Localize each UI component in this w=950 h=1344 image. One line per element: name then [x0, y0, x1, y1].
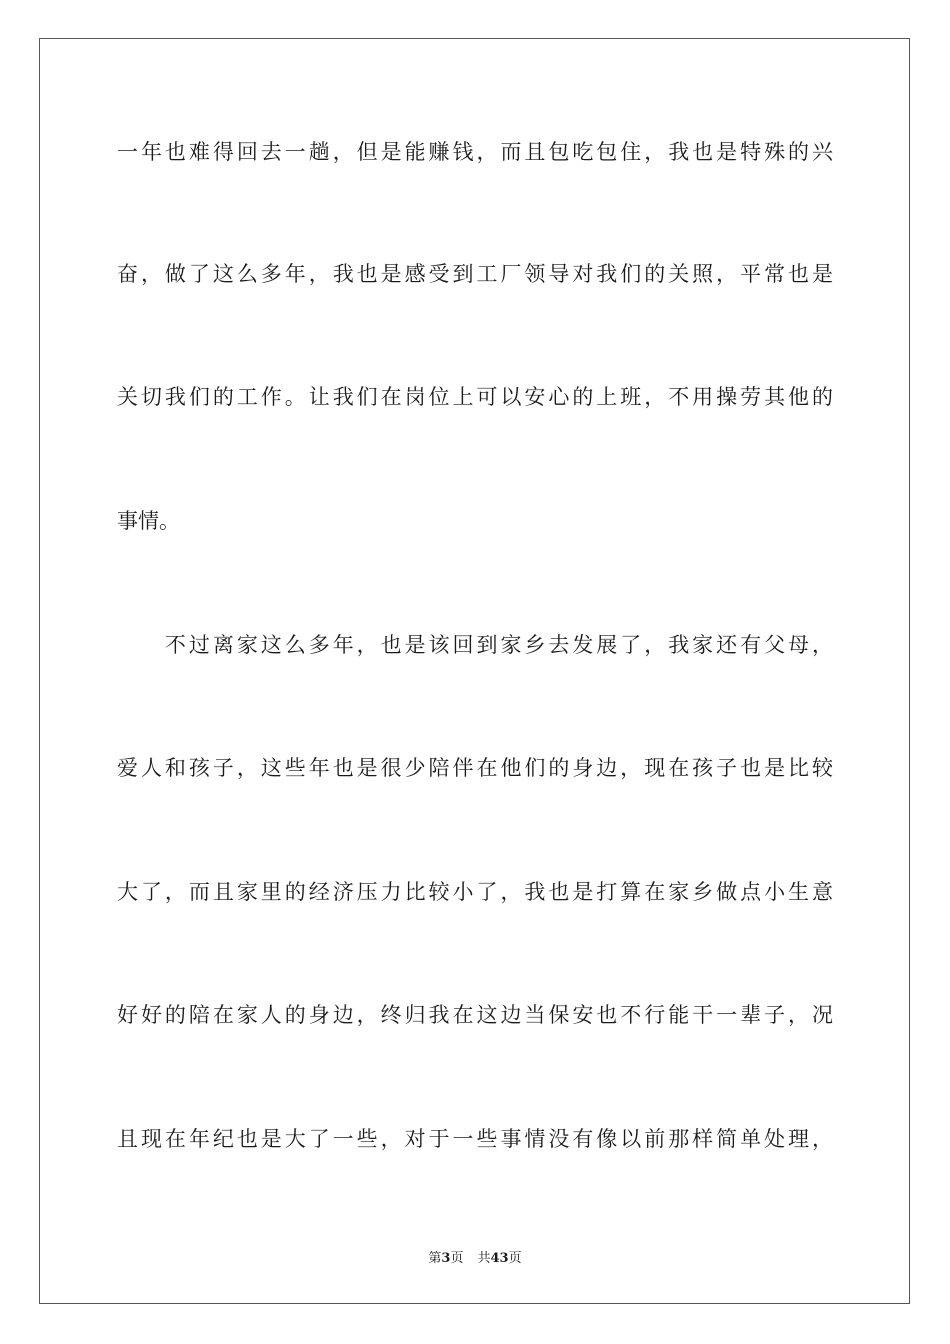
page-suffix: 页	[450, 1251, 464, 1266]
body-text-line-9: 且现在年纪也是大了一些，对于一些事情没有像以前那样简单处理，	[117, 1127, 833, 1151]
body-text-line-1: 一年也难得回去一趟，但是能赚钱，而且包吃包住，我也是特殊的兴	[117, 140, 833, 164]
body-text-line-6: 爱人和孩子，这些年也是很少陪伴在他们的身边，现在孩子也是比较	[117, 756, 833, 780]
total-suffix: 页	[508, 1251, 522, 1266]
current-page-number: 3	[441, 1251, 451, 1266]
body-text-line-3: 关切我们的工作。让我们在岗位上可以安心的上班，不用操劳其他的	[117, 385, 833, 409]
body-text-line-7: 大了，而且家里的经济压力比较小了，我也是打算在家乡做点小生意	[117, 880, 833, 904]
page-prefix: 第	[428, 1251, 442, 1266]
body-text-line-5: 不过离家这么多年，也是该回到家乡去发展了，我家还有父母，	[117, 633, 833, 657]
body-text-line-2: 奋，做了这么多年，我也是感受到工厂领导对我们的关照，平常也是	[117, 262, 833, 286]
total-prefix: 共	[477, 1251, 491, 1266]
body-text-line-4: 事情。	[117, 509, 180, 533]
total-page-count: 43	[490, 1251, 509, 1266]
page-footer	[0, 1247, 950, 1266]
body-text-line-8: 好好的陪在家人的身边，终归我在这边当保安也不行能干一辈子，况	[117, 1003, 833, 1027]
page-border	[39, 38, 910, 1304]
